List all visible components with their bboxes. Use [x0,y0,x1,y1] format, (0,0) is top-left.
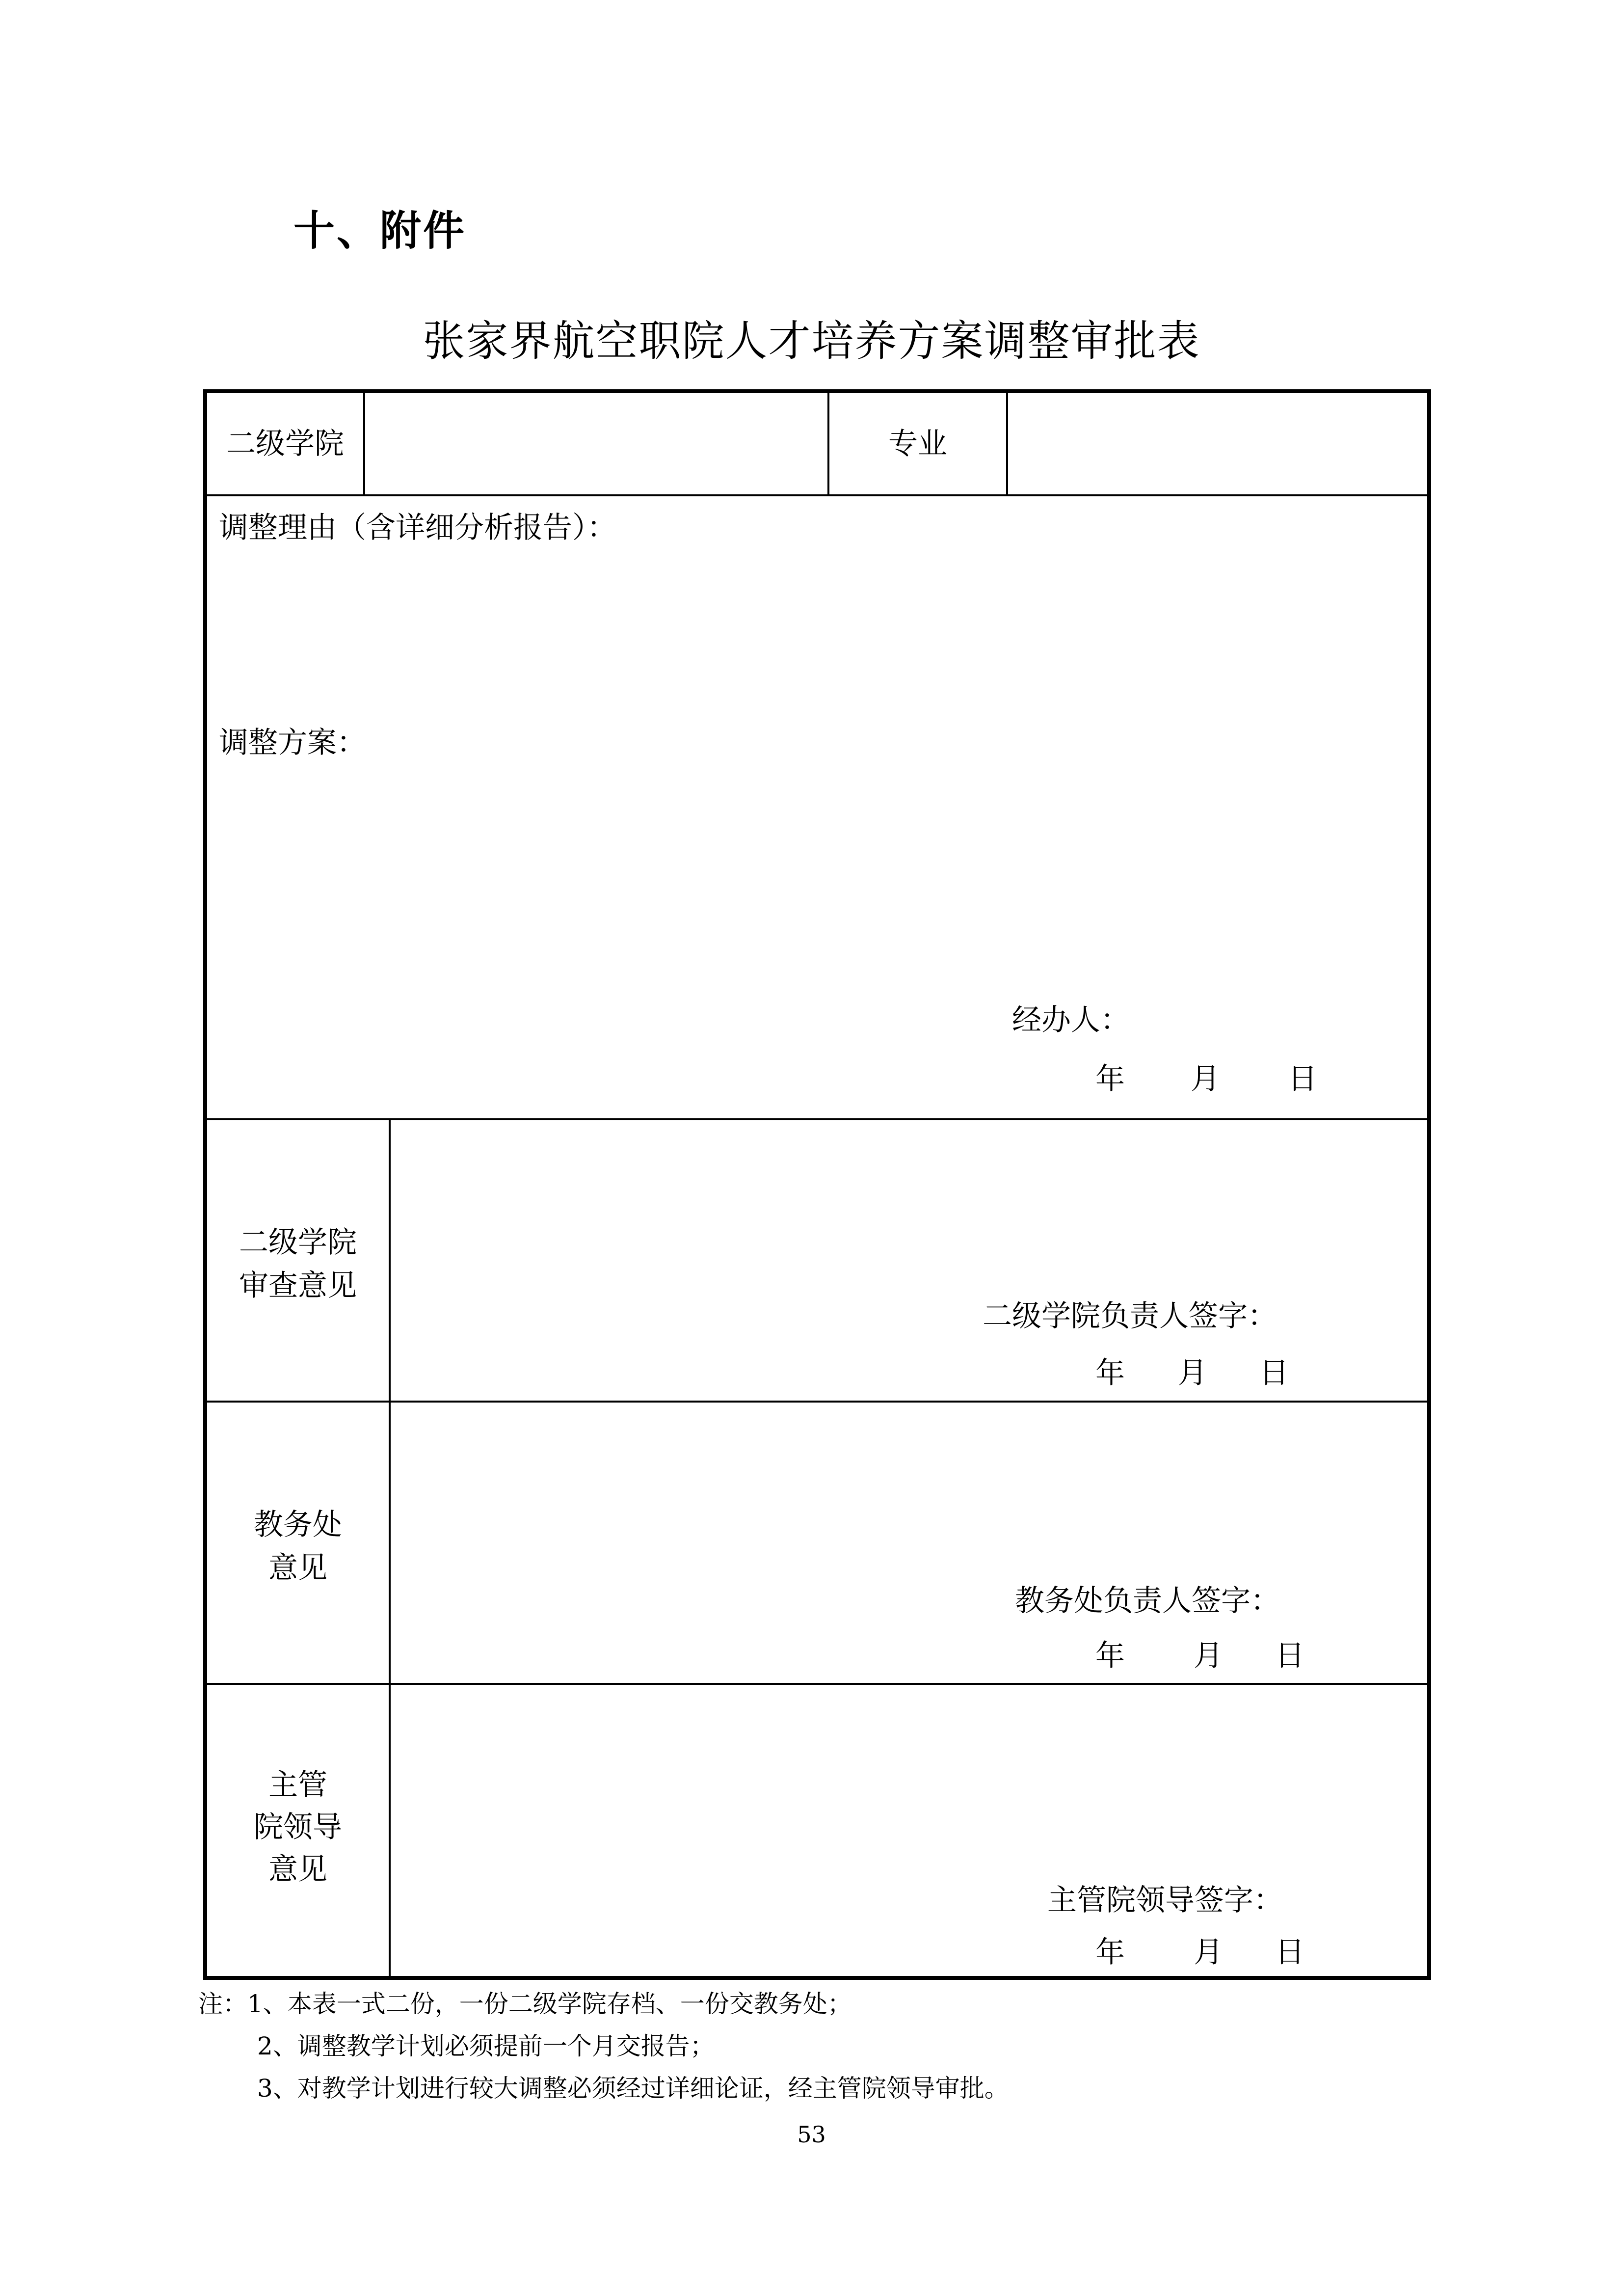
date-year: 年 [1095,1356,1125,1390]
major-input[interactable] [1008,393,1431,494]
college-label: 二级学院 [226,427,344,461]
adjustment-plan-label: 调整方案： [219,726,366,760]
leadership-signature-label: 主管院领导签字： [1047,1883,1283,1918]
adjustment-section[interactable] [207,496,1431,1118]
approval-form-table [203,389,1431,1980]
date-year: 年 [1095,1935,1125,1970]
college-input[interactable] [365,393,827,494]
date-year: 年 [1095,1639,1125,1673]
leadership-opinion-area[interactable] [391,1685,1431,1980]
leadership-label-line: 意见 [268,1852,327,1887]
footnote-1: 注：1、本表一式二份，一份二级学院存档、一份交教务处； [198,1990,852,2018]
college-review-opinion-area[interactable] [391,1120,1431,1401]
major-label: 专业 [888,427,947,461]
date-month: 月 [1178,1356,1207,1390]
handler-label: 经办人： [1012,1003,1130,1037]
college-signature-label: 二级学院负责人签字： [983,1299,1277,1333]
form-title: 张家界航空职院人才培养方案调整审批表 [423,317,1200,366]
college-review-label-line: 二级学院 [239,1225,357,1260]
adjustment-reason-label: 调整理由（含详细分析报告）： [219,511,616,545]
leadership-label-line: 主管 [268,1768,327,1802]
academic-affairs-opinion-area[interactable] [391,1403,1431,1683]
date-day: 日 [1259,1356,1289,1390]
section-heading: 十、附件 [293,207,467,255]
page-number: 53 [797,2121,826,2148]
academic-affairs-label-line: 意见 [268,1551,327,1585]
date-month: 月 [1191,1062,1220,1096]
date-day: 日 [1275,1639,1304,1673]
footnote-3: 3、对教学计划进行较大调整必须经过详细论证，经主管院领导审批。 [257,2074,1009,2103]
footnote-2: 2、调整教学计划必须提前一个月交报告； [257,2032,715,2060]
college-review-label-line: 审查意见 [239,1269,357,1303]
date-day: 日 [1288,1062,1317,1096]
leadership-label-line: 院领导 [254,1810,342,1844]
date-month: 月 [1194,1639,1223,1673]
date-day: 日 [1275,1935,1304,1970]
academic-affairs-label-line: 教务处 [254,1508,342,1542]
date-year: 年 [1095,1062,1125,1096]
academic-affairs-signature-label: 教务处负责人签字： [1015,1584,1280,1618]
date-month: 月 [1194,1935,1223,1970]
